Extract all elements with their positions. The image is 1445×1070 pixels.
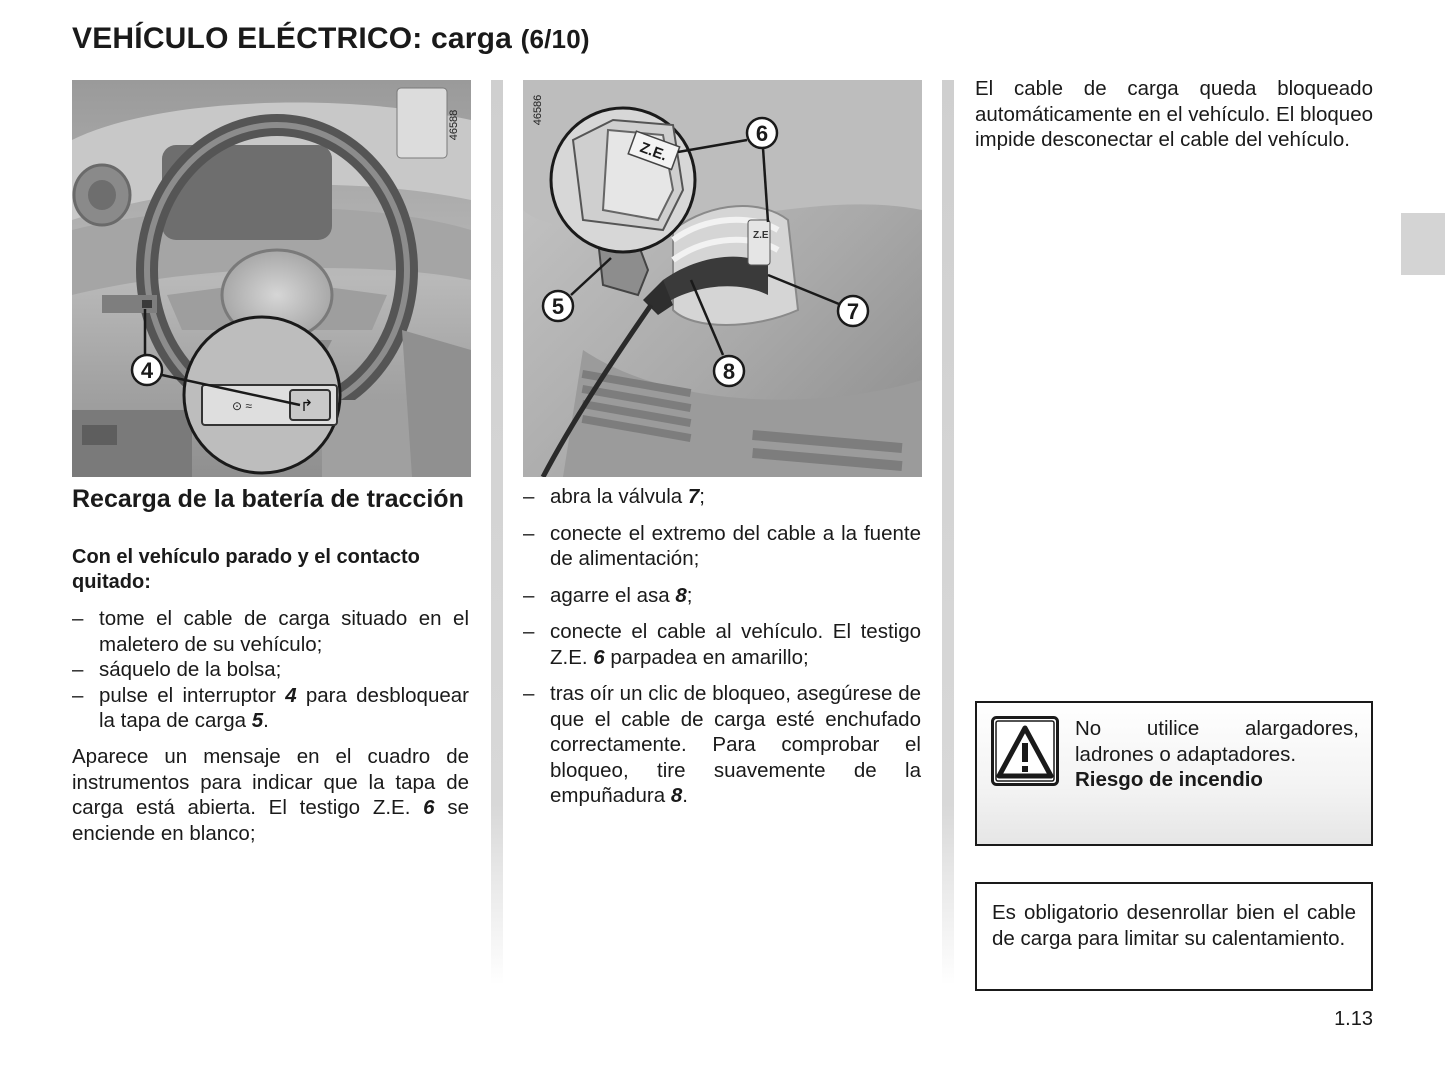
step-text: ; [699, 485, 705, 508]
step-text: abra la válvula [550, 485, 688, 508]
svg-text:⊙ ≈: ⊙ ≈ [232, 399, 252, 413]
step-text: conecte el cable al vehículo. El testigo Z.E. [550, 620, 921, 669]
list-item [72, 683, 469, 734]
warning-message: No utilice alargadores, ladrones o adaptadores. [1075, 717, 1359, 766]
list-item [523, 583, 921, 609]
list-item [72, 606, 469, 657]
step-text: parpadea en amarillo; [604, 645, 809, 669]
step-text: pulse el interruptor [99, 683, 286, 707]
section-subheading: Con el vehículo parado y el contacto quitado: [72, 546, 420, 593]
reference-number: 4 [285, 683, 297, 707]
step-text: tome el cable de carga situado en el maletero de su vehículo; [99, 607, 469, 656]
list-item [523, 681, 921, 809]
title-page-count: (6/10) [520, 24, 590, 54]
paragraph-text: se enciende en blanco; [72, 796, 469, 845]
step-text: para desbloquear la tapa de carga [99, 683, 469, 732]
charging-socket-illustration [523, 80, 922, 477]
callout-4: 4 [140, 358, 154, 383]
callout-6: 6 [755, 121, 769, 146]
dashboard-illustration [72, 80, 471, 477]
list-item [72, 657, 469, 683]
page-number: 1.13 [1334, 1008, 1373, 1030]
callout-7: 7 [846, 299, 860, 324]
reference-number: 8 [670, 784, 683, 807]
column-divider-right [942, 80, 954, 985]
reference-number: 6 [423, 796, 435, 819]
note-text: Es obligatorio desenrollar bien el cable de carga para limitar su calentamiento. [992, 901, 1356, 950]
step-text: . [263, 709, 269, 732]
list-item [523, 484, 921, 510]
reference-number: 7 [687, 485, 700, 508]
figure-charging-socket [523, 80, 922, 477]
info-paragraph [72, 744, 469, 846]
column-divider-left [491, 80, 503, 985]
figure-dashboard [72, 80, 471, 477]
ze-label: Z.E. [637, 139, 670, 165]
callout-8: 8 [722, 359, 736, 384]
reference-number: 5 [251, 709, 264, 732]
figure-code: 46586 [532, 94, 544, 126]
middle-steps-list [523, 484, 921, 820]
warning-risk: Riesgo de incendio [1075, 768, 1263, 791]
step-text: sáquelo de la bolsa; [99, 658, 282, 681]
svg-text:↱: ↱ [300, 398, 314, 415]
left-steps-list [72, 606, 469, 734]
title-main: VEHÍCULO ELÉCTRICO: carga [72, 22, 513, 55]
step-text: tras oír un clic de bloqueo, asegúrese de que el cable de carga esté enchufado correctamente. Para comprobar el bloqueo, tire suavemente de la empuñadura [550, 682, 921, 807]
paragraph-text: Aparece un mensaje en el cuadro de instrumentos para indicar que la tapa de carga está abierta. El testigo Z.E. [72, 745, 469, 819]
step-text: conecte el extremo del cable a la fuente de alimentación; [550, 521, 921, 570]
list-item [523, 619, 921, 670]
step-text: . [682, 784, 688, 807]
reference-number: 6 [593, 645, 605, 669]
lock-paragraph: El cable de carga queda bloqueado automáticamente en el vehículo. El bloqueo impide desconectar el cable del vehículo. [975, 77, 1373, 151]
svg-text:Z.E: Z.E [753, 230, 769, 241]
step-text: agarre el asa [550, 583, 676, 607]
warning-text [1075, 716, 1359, 793]
figure-code: 46588 [448, 109, 460, 141]
warning-box [975, 701, 1373, 846]
note-box [975, 882, 1373, 991]
section-heading: Recarga de la batería de tracción [72, 485, 464, 513]
section-tab [1401, 213, 1445, 275]
list-item [523, 521, 921, 572]
page-title [72, 22, 590, 56]
warning-triangle-icon [991, 716, 1059, 786]
reference-number: 8 [675, 583, 687, 607]
step-text: ; [686, 583, 693, 607]
callout-5: 5 [551, 294, 565, 319]
